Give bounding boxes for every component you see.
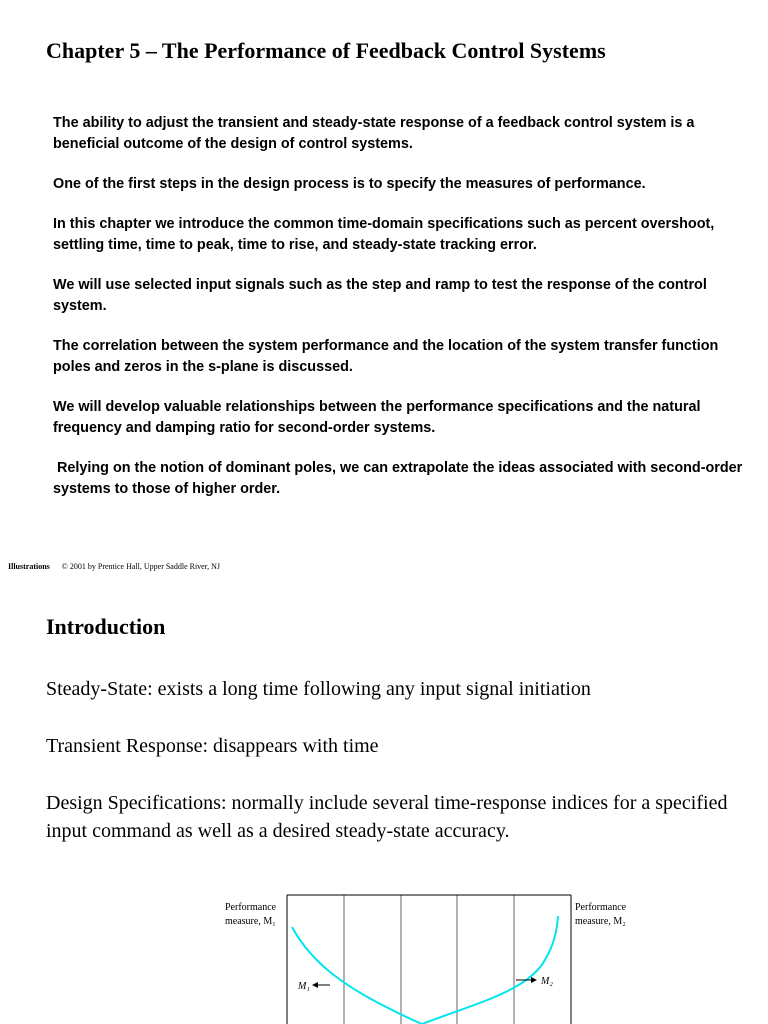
slide-paragraph: Relying on the notion of dominant poles, we can extrapolate the ideas associated with second-order systems to those of higher order.	[53, 460, 747, 497]
curve-m1-label: M₁	[298, 981, 310, 992]
slide-paragraph: We will use selected input signals such as the step and ramp to test the response of the control system.	[53, 277, 707, 314]
performance-measure-figure	[210, 890, 650, 1024]
credit-label: Illustrations	[8, 562, 50, 571]
curve-m2-label: M₂	[541, 976, 553, 987]
credit-text: © 2001 by Prentice Hall, Upper Saddle River, NJ	[61, 562, 220, 571]
introduction-body	[46, 675, 746, 874]
slide-body	[53, 113, 747, 519]
arrow-m1-head	[312, 982, 318, 988]
section-title-introduction: Introduction	[46, 614, 166, 639]
slide-paragraph: The ability to adjust the transient and steady-state response of a feedback control system is a beneficial outcome of the design of control systems.	[53, 115, 695, 152]
right-axis-label-line1: Performance	[575, 902, 627, 913]
intro-paragraph-design-specs: Design Specifications: normally include several time-response indices for a specified input command as well as a desired steady-state accuracy.	[46, 792, 728, 842]
figure-svg	[210, 890, 650, 1024]
arrow-m2-head	[531, 977, 537, 983]
curve-m1	[292, 927, 422, 1024]
left-axis-label-line2: measure, M₁	[225, 916, 276, 927]
slide-paragraph: In this chapter we introduce the common time-domain specifications such as percent overshoot, settling time, time to peak, time to rise, and steady-state tracking error.	[53, 216, 715, 253]
left-axis-label-line1: Performance	[225, 902, 277, 913]
curve-m2	[422, 916, 558, 1024]
chapter-title: Chapter 5 – The Performance of Feedback Control Systems	[46, 38, 606, 63]
right-axis-label-line2: measure, M₂	[575, 916, 626, 927]
slide-paragraph: The correlation between the system performance and the location of the system transfer function poles and zeros in the s-plane is discussed.	[53, 338, 719, 375]
slide-paragraph: We will develop valuable relationships between the performance specifications and the natural frequency and damping ratio for second-order systems.	[53, 399, 701, 436]
intro-paragraph-steady-state: Steady-State: exists a long time following any input signal initiation	[46, 678, 591, 700]
copyright-credit	[8, 562, 220, 571]
slide-paragraph: One of the first steps in the design process is to specify the measures of performance.	[53, 176, 646, 192]
intro-paragraph-transient: Transient Response: disappears with time	[46, 735, 379, 757]
